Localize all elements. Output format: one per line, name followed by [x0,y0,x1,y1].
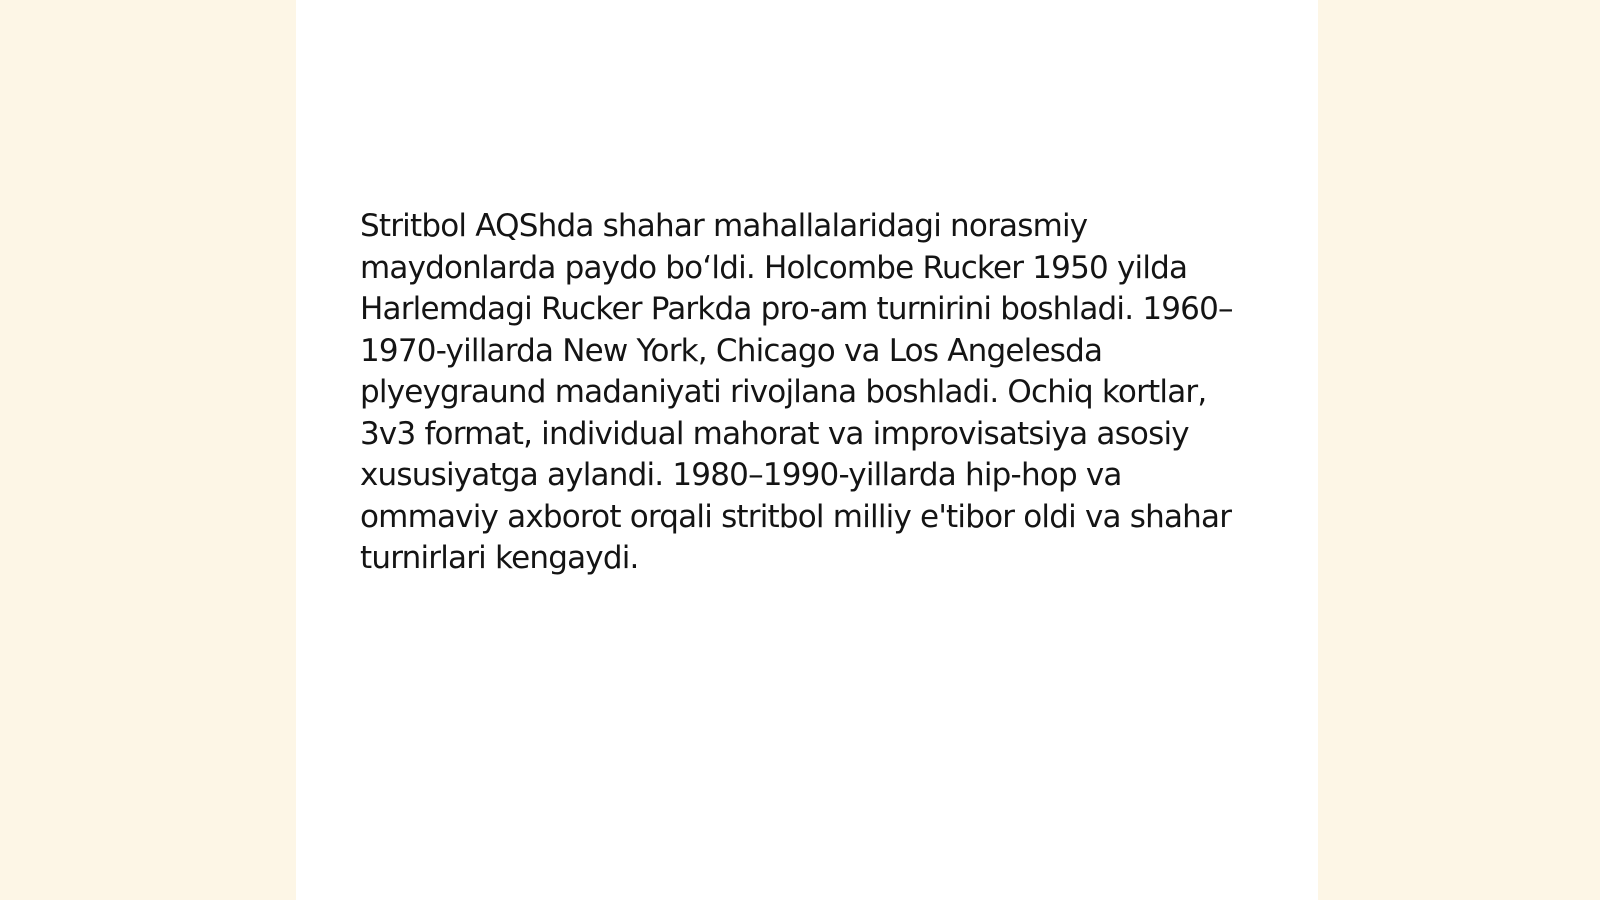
body-paragraph: Stritbol AQShda shahar mahallalaridagi norasmiy maydonlarda paydo bo‘ldi. Holcombe Rucker 1950 yilda Harlemdagi Rucker Parkda pro-am turnirini boshladi. 1960–1970-yillarda New York, Chicago va Los Angelesda plyeygraund madaniyati rivojlana boshladi. Ochiq kortlar, 3v3 format, individual mahorat va improvisatsiya asosiy xususiyatga aylandi. 1980–1990-yillarda hip-hop va ommaviy axborot orqali stritbol milliy e'tibor oldi va shahar turnirlari kengaydi. [360,208,1233,576]
document-page [296,0,1318,900]
